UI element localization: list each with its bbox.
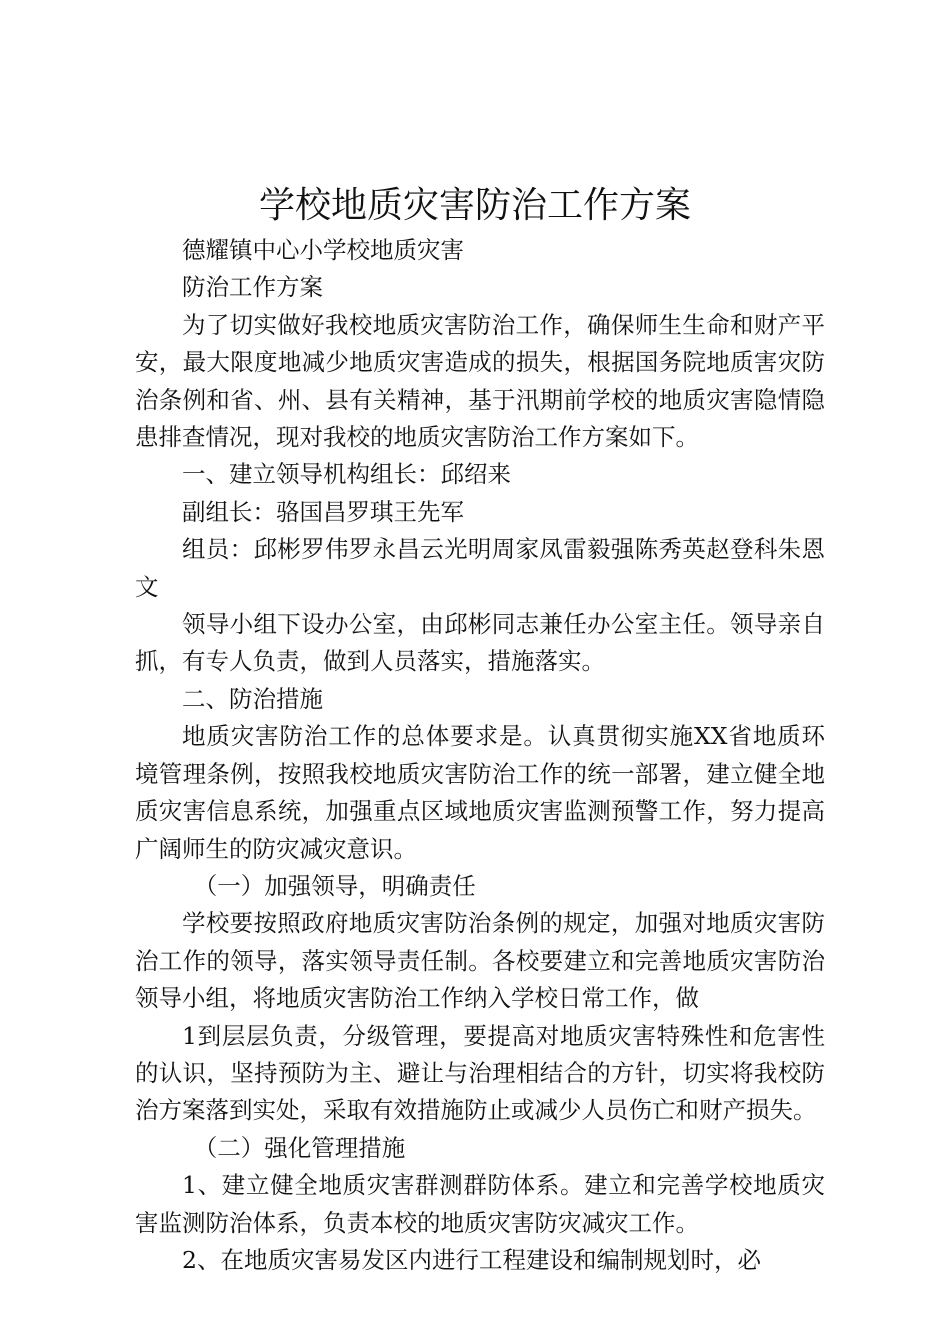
measure-1-paragraph: 1、建立健全地质灾害群测群防体系。建立和完善学校地质灾害监测防治体系，负责本校的地质灾害防灾减灾工作。 xyxy=(135,1171,825,1237)
subsection-management-heading: （二）强化管理措施 xyxy=(193,1133,406,1162)
overall-requirements-paragraph: 地质灾害防治工作的总体要求是。认真贯彻实施XX省地质环境管理条例，按照我校地质灾害防治工作的统一部署，建立健全地质灾害信息系统，加强重点区域地质灾害监测预警工作，努力提高广阔师生的防灾减灾意识。 xyxy=(135,722,825,863)
document-body xyxy=(135,232,825,1279)
responsibility-continuation-paragraph: 1到层层负责，分级管理，要提高对地质灾害特殊性和危害性的认识，坚持预防为主、避让与治理相结合的方针，切实将我校防治方案落到实处，采取有效措施防止或减少人员伤亡和财产损失。 xyxy=(135,1021,825,1125)
office-paragraph: 领导小组下设办公室，由邱彬同志兼任办公室主任。领导亲自抓，有专人负责，做到人员落实，措施落实。 xyxy=(135,610,825,676)
members-paragraph: 组员：邱彬罗伟罗永昌云光明周家凤雷毅强陈秀英赵登科朱恩文 xyxy=(135,535,825,601)
measure-2-paragraph: 2、在地质灾害易发区内进行工程建设和编制规划时，必 xyxy=(182,1245,761,1274)
subsection-leadership-heading: （一）加强领导，明确责任 xyxy=(193,871,476,900)
intro-paragraph: 为了切实做好我校地质灾害防治工作，确保师生生命和财产平安，最大限度地减少地质灾害造成的损失，根据国务院地质害灾防治条例和省、州、县有关精神，基于汛期前学校的地质灾害隐情隐患排查情况，现对我校的地质灾害防治工作方案如下。 xyxy=(135,310,825,452)
section-measures-heading: 二、防治措施 xyxy=(182,684,323,713)
document-title: 学校地质灾害防治工作方案 xyxy=(258,185,691,226)
section-leadership-heading: 一、建立领导机构组长：邱绍来 xyxy=(182,460,511,489)
plan-subtitle-line: 防治工作方案 xyxy=(182,273,323,302)
school-name-line: 德耀镇中心小学校地质灾害 xyxy=(182,236,464,264)
deputy-leaders-line: 副组长：骆国昌罗琪王先军 xyxy=(182,497,464,526)
leadership-responsibility-paragraph: 学校要按照政府地质灾害防治条例的规定，加强对地质灾害防治工作的领导，落实领导责任制。各校要建立和完善地质灾害防治领导小组，将地质灾害防治工作纳入学校日常工作，做 xyxy=(135,909,825,1013)
